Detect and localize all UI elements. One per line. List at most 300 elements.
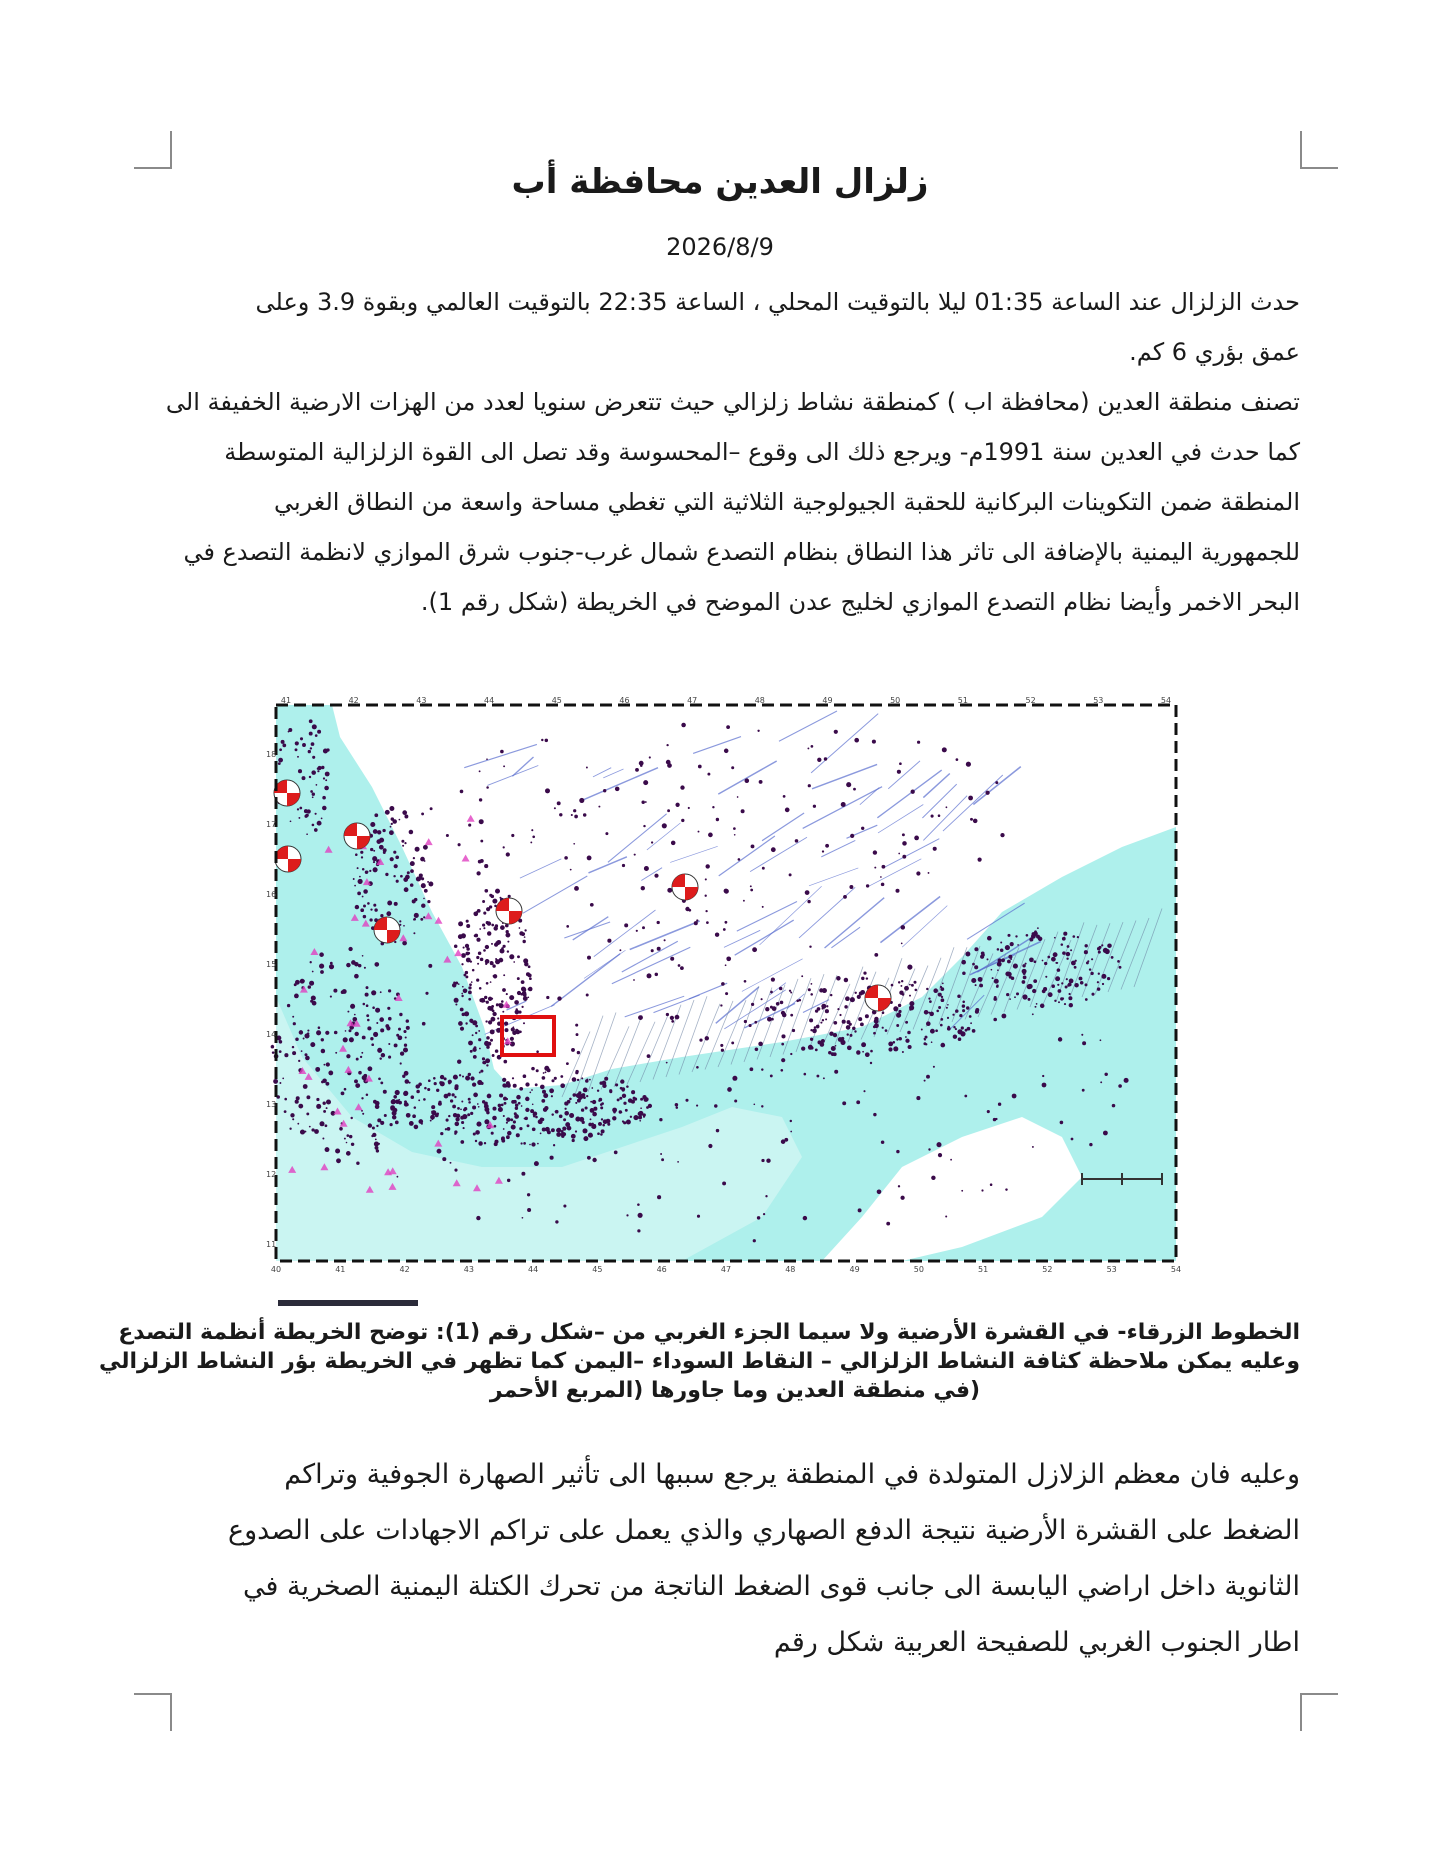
seismic-event-dot <box>599 1081 603 1085</box>
tick-label: 54 <box>1170 1265 1182 1274</box>
seismic-event-dot <box>560 1075 563 1078</box>
seismic-event-dot <box>513 1120 516 1123</box>
seismic-event-dot <box>962 1001 965 1004</box>
seismic-event-dot <box>1085 944 1088 947</box>
seismic-event-dot <box>651 841 653 843</box>
seismic-event-dot <box>492 899 497 904</box>
seismic-event-dot <box>964 1095 967 1098</box>
seismic-event-dot <box>482 1061 485 1064</box>
seismic-event-dot <box>637 1203 640 1206</box>
seismic-event-dot <box>619 1097 622 1100</box>
seismic-event-dot <box>649 756 651 758</box>
seismic-event-dot <box>1009 976 1012 979</box>
seismic-event-dot <box>975 984 977 986</box>
seismic-event-dot <box>905 1036 907 1038</box>
seismic-event-dot <box>807 747 809 749</box>
seismic-event-dot <box>996 984 998 986</box>
seismic-event-dot <box>319 964 324 969</box>
seismic-event-dot <box>581 1077 583 1079</box>
seismic-event-dot <box>1062 937 1066 941</box>
seismic-event-dot <box>1103 1131 1108 1136</box>
seismic-event-dot <box>360 1056 362 1058</box>
seismic-event-dot <box>854 1030 856 1032</box>
seismic-event-dot <box>478 1106 480 1108</box>
seismic-event-dot <box>1001 1014 1006 1019</box>
seismic-event-dot <box>374 813 378 817</box>
seismic-event-dot <box>476 978 479 981</box>
seismic-event-dot <box>947 1017 949 1019</box>
seismic-event-dot <box>542 1127 546 1131</box>
figure-caption <box>98 1318 1300 1405</box>
seismic-event-dot <box>579 1117 584 1122</box>
seismic-event-dot <box>576 1033 579 1036</box>
seismic-event-dot <box>319 731 321 733</box>
seismic-event-dot <box>477 1080 482 1085</box>
seismic-event-dot <box>406 1019 409 1022</box>
seismic-event-dot <box>402 810 407 815</box>
seismic-event-dot <box>733 827 736 830</box>
seismic-event-dot <box>659 1118 662 1121</box>
tick-label: 50 <box>890 697 901 705</box>
focal-mechanism-icon <box>374 917 400 943</box>
seismic-event-dot <box>358 1071 362 1075</box>
seismic-event-dot <box>413 932 415 934</box>
seismic-event-dot <box>1028 998 1031 1001</box>
seismic-event-dot <box>392 1111 397 1116</box>
seismic-event-dot <box>473 1055 477 1059</box>
seismic-event-dot <box>476 938 480 942</box>
seismic-event-dot <box>750 885 752 887</box>
seismic-event-dot <box>583 1136 588 1141</box>
seismic-event-dot <box>587 855 592 860</box>
seismic-event-dot <box>419 873 423 877</box>
seismic-event-dot <box>621 1111 623 1113</box>
seismic-event-dot <box>423 916 425 918</box>
seismic-event-dot <box>751 1003 754 1006</box>
seismic-event-dot <box>582 1128 587 1133</box>
seismic-event-dot <box>482 900 485 903</box>
seismic-event-dot <box>1054 937 1056 939</box>
seismic-event-dot <box>404 815 408 819</box>
seismic-event-dot <box>536 1050 539 1053</box>
seismic-event-dot <box>374 962 379 967</box>
seismic-event-dot <box>396 1176 398 1178</box>
seismic-event-dot <box>1056 962 1058 964</box>
seismic-event-dot <box>479 819 484 824</box>
seismic-event-dot <box>861 977 864 980</box>
seismic-event-dot <box>1005 1188 1007 1190</box>
seismic-event-dot <box>334 1031 338 1035</box>
seismic-event-dot <box>924 1039 926 1041</box>
seismic-event-dot <box>507 950 509 952</box>
seismic-event-dot <box>543 1093 548 1098</box>
seismic-event-dot <box>931 1176 935 1180</box>
seismic-event-dot <box>458 921 463 926</box>
seismic-event-dot <box>318 1026 321 1029</box>
seismic-event-dot <box>414 1106 417 1109</box>
seismic-event-dot <box>406 1103 409 1106</box>
seismic-event-dot <box>605 832 608 835</box>
seismic-event-dot <box>524 936 526 938</box>
seismic-event-dot <box>810 1038 813 1041</box>
seismic-event-dot <box>765 1007 769 1011</box>
seismic-event-dot <box>670 957 674 961</box>
seismic-event-dot <box>545 1071 547 1073</box>
seismic-event-dot <box>379 1057 381 1059</box>
seismic-event-dot <box>335 1052 337 1054</box>
seismic-event-dot <box>625 1109 628 1112</box>
seismic-event-dot <box>1047 956 1050 959</box>
seismic-event-dot <box>529 1092 531 1094</box>
seismic-event-dot <box>811 745 814 748</box>
seismic-event-dot <box>473 1132 476 1135</box>
seismic-event-dot <box>850 1034 853 1037</box>
seismic-event-dot <box>496 1004 499 1007</box>
seismic-event-dot <box>820 1022 822 1024</box>
seismic-event-dot <box>576 1093 581 1098</box>
seismic-event-dot <box>532 1127 536 1131</box>
seismic-event-dot <box>330 996 332 998</box>
seismic-event-dot <box>544 1066 549 1071</box>
seismic-event-dot <box>346 1054 350 1058</box>
seismic-event-dot <box>564 856 568 860</box>
seismic-event-dot <box>638 1111 643 1116</box>
seismic-event-dot <box>400 1051 404 1055</box>
seismic-event-dot <box>549 1088 554 1093</box>
seismic-event-dot <box>490 1029 495 1034</box>
seismic-event-dot <box>1040 1004 1045 1009</box>
seismic-event-dot <box>586 994 589 997</box>
seismic-event-dot <box>586 1095 588 1097</box>
seismic-event-dot <box>1101 974 1106 979</box>
seismic-event-dot <box>1101 944 1103 946</box>
seismic-event-dot <box>448 1115 450 1117</box>
seismic-event-dot <box>287 1004 290 1007</box>
seismic-event-dot <box>379 845 384 850</box>
seismic-event-dot <box>273 1079 278 1084</box>
seismic-event-dot <box>591 1126 593 1128</box>
seismic-event-dot <box>974 965 978 969</box>
seismic-event-dot <box>389 806 394 811</box>
seismic-event-dot <box>505 933 510 938</box>
seismic-event-dot <box>462 986 464 988</box>
seismic-event-dot <box>427 1088 430 1091</box>
seismic-event-dot <box>1100 1081 1102 1083</box>
seismic-event-dot <box>485 1058 490 1063</box>
seismic-event-dot <box>924 1080 926 1082</box>
seismic-event-dot <box>968 796 973 801</box>
seismic-event-dot <box>514 1000 519 1005</box>
seismic-event-dot <box>503 765 505 767</box>
seismic-event-dot <box>617 1098 620 1101</box>
seismic-event-dot <box>909 984 911 986</box>
seismic-event-dot <box>1111 956 1114 959</box>
seismic-event-dot <box>583 1088 588 1093</box>
seismic-event-dot <box>534 1161 539 1166</box>
seismic-event-dot <box>427 900 430 903</box>
seismic-event-dot <box>807 900 810 903</box>
seismic-event-dot <box>468 1073 471 1076</box>
seismic-event-dot <box>930 1029 935 1034</box>
seismic-event-dot <box>901 943 903 945</box>
seismic-event-dot <box>476 871 480 875</box>
seismic-event-dot <box>822 850 824 852</box>
seismic-event-dot <box>279 1050 282 1053</box>
seismic-event-dot <box>315 1067 320 1072</box>
seismic-event-dot <box>524 962 528 966</box>
seismic-event-dot <box>518 1011 521 1014</box>
seismic-event-dot <box>981 1189 983 1191</box>
seismic-event-dot <box>367 1026 371 1030</box>
seismic-event-dot <box>367 1019 370 1022</box>
seismic-event-dot <box>374 908 377 911</box>
seismic-event-dot <box>550 1156 554 1160</box>
seismic-event-dot <box>312 724 317 729</box>
seismic-event-dot <box>956 758 959 761</box>
seismic-event-dot <box>1069 993 1071 995</box>
seismic-event-dot <box>575 1102 577 1104</box>
seismic-event-dot <box>1007 960 1011 964</box>
seismic-event-dot <box>810 1046 813 1049</box>
seismic-event-dot <box>850 834 854 838</box>
seismic-event-dot <box>1042 960 1044 962</box>
seismic-event-dot <box>1034 960 1037 963</box>
seismic-event-dot <box>366 1094 369 1097</box>
seismic-event-dot <box>501 1104 504 1107</box>
seismic-event-dot <box>479 1072 481 1074</box>
seismic-event-dot <box>577 1051 580 1054</box>
seismic-event-dot <box>657 1195 661 1199</box>
paragraph-line: كما حدث في العدين سنة 1991م- ويرجع ذلك الى وقوع –المحسوسة وقد تصل الى القوة الزلزالية المتوسطة <box>224 438 1300 466</box>
seismic-event-dot <box>541 1099 545 1103</box>
seismic-event-dot <box>369 870 371 872</box>
seismic-event-dot <box>495 889 500 894</box>
seismic-event-dot <box>579 798 584 803</box>
seismic-event-dot <box>522 934 524 936</box>
seismic-event-dot <box>857 995 861 999</box>
seismic-event-dot <box>279 1082 281 1084</box>
seismic-event-dot <box>1107 943 1112 948</box>
seismic-event-dot <box>724 749 729 754</box>
seismic-event-dot <box>381 1053 385 1057</box>
seismic-event-dot <box>680 785 684 789</box>
seismic-event-dot <box>957 995 961 999</box>
seismic-event-dot <box>898 1185 900 1187</box>
seismic-event-dot <box>557 1128 559 1130</box>
seismic-event-dot <box>491 943 493 945</box>
seismic-event-dot <box>900 1196 904 1200</box>
seismic-event-dot <box>485 945 489 949</box>
seismic-event-dot <box>304 1033 309 1038</box>
seismic-event-dot <box>763 1213 765 1215</box>
seismic-event-dot <box>957 1029 962 1034</box>
seismic-event-dot <box>936 1010 939 1013</box>
seismic-event-dot <box>1066 958 1068 960</box>
seismic-event-dot <box>971 978 976 983</box>
seismic-event-dot <box>421 812 424 815</box>
seismic-event-dot <box>404 1100 407 1103</box>
seismic-event-dot <box>551 1128 555 1132</box>
seismic-event-dot <box>882 865 886 869</box>
seismic-event-dot <box>781 1034 785 1038</box>
seismic-event-dot <box>928 1012 930 1014</box>
seismic-event-dot <box>891 984 894 987</box>
seismic-event-dot <box>456 1114 460 1118</box>
seismic-event-dot <box>753 1103 755 1105</box>
seismic-event-dot <box>641 886 645 890</box>
seismic-event-dot <box>284 1110 287 1113</box>
seismic-event-dot <box>780 1069 783 1072</box>
seismic-event-dot <box>380 914 383 917</box>
seismic-event-dot <box>367 902 370 905</box>
seismic-event-dot <box>598 806 600 808</box>
seismic-event-dot <box>458 1021 463 1026</box>
seismic-event-dot <box>583 813 586 816</box>
seismic-event-dot <box>620 1087 623 1090</box>
seismic-event-dot <box>292 1118 294 1120</box>
seismic-event-dot <box>675 1103 679 1107</box>
seismic-event-dot <box>725 992 728 995</box>
seismic-event-dot <box>363 889 368 894</box>
seismic-event-dot <box>495 924 498 927</box>
seismic-event-dot <box>1058 989 1062 993</box>
paragraph-line: عمق بؤري 6 كم. <box>1129 338 1300 366</box>
seismic-event-dot <box>811 983 813 985</box>
seismic-event-dot <box>587 956 591 960</box>
seismic-event-dot <box>573 843 575 845</box>
seismic-event-dot <box>482 924 485 927</box>
seismic-event-dot <box>356 1161 359 1164</box>
seismic-event-dot <box>357 867 359 869</box>
seismic-event-dot <box>1119 966 1122 969</box>
seismic-event-dot <box>898 1037 902 1041</box>
seismic-event-dot <box>1070 949 1072 951</box>
report-date: 2026/8/9 <box>666 233 774 261</box>
seismic-event-dot <box>1037 927 1039 929</box>
seismic-event-dot <box>390 826 392 828</box>
seismic-event-dot <box>519 1127 522 1130</box>
seismic-event-dot <box>302 743 306 747</box>
seismic-event-dot <box>491 1132 494 1135</box>
seismic-event-dot <box>403 925 405 927</box>
seismic-event-dot <box>404 1044 407 1047</box>
seismic-event-dot <box>1075 960 1077 962</box>
seismic-event-dot <box>325 772 330 777</box>
seismic-event-dot <box>405 875 410 880</box>
seismic-event-dot <box>344 1088 347 1091</box>
seismic-event-dot <box>487 1094 492 1099</box>
seismic-event-dot <box>407 871 410 874</box>
seismic-event-dot <box>779 987 783 991</box>
seismic-event-dot <box>639 1120 641 1122</box>
seismic-event-dot <box>881 883 885 887</box>
seismic-event-dot <box>1017 944 1019 946</box>
seismic-event-dot <box>803 1216 807 1220</box>
seismic-event-dot <box>395 1121 399 1125</box>
paragraph-line: حدث الزلزال عند الساعة 01:35 ليلا بالتوقيت المحلي ، الساعة 22:35 بالتوقيت العالمي وبقوة 3.9 وعلى <box>255 288 1300 316</box>
seismic-event-dot <box>898 1010 901 1013</box>
seismic-event-dot <box>479 987 482 990</box>
seismic-event-dot <box>882 1011 885 1014</box>
seismic-event-dot <box>569 1098 572 1101</box>
seismic-event-dot <box>553 1144 555 1146</box>
seismic-event-dot <box>833 1021 837 1025</box>
seismic-event-dot <box>590 1108 595 1113</box>
figure-source-label <box>278 1300 418 1306</box>
seismic-event-dot <box>467 1113 470 1116</box>
seismic-event-dot <box>486 907 490 911</box>
seismic-event-dot <box>998 958 1002 962</box>
seismic-event-dot <box>463 947 465 949</box>
seismic-event-dot <box>1051 957 1056 962</box>
seismic-event-dot <box>909 1005 914 1010</box>
paragraph-line: اطار الجنوب الغربي للصفيحة العربية شكل رقم <box>773 1627 1300 1658</box>
seismic-event-dot <box>483 949 486 952</box>
seismic-event-dot <box>361 1097 363 1099</box>
seismic-event-dot <box>849 885 853 889</box>
seismic-event-dot <box>363 1003 366 1006</box>
seismic-event-dot <box>790 1014 793 1017</box>
seismic-event-dot <box>476 1216 480 1220</box>
seismic-event-dot <box>696 1105 698 1107</box>
seismic-event-dot <box>530 1109 534 1113</box>
seismic-event-dot <box>633 1115 638 1120</box>
seismic-event-dot <box>902 841 907 846</box>
seismic-event-dot <box>363 905 366 908</box>
seismic-event-dot <box>966 762 971 767</box>
seismic-event-dot <box>523 1142 526 1145</box>
seismic-event-dot <box>322 806 327 811</box>
seismic-event-dot <box>373 867 378 872</box>
seismic-event-dot <box>307 809 311 813</box>
seismic-event-dot <box>479 770 481 772</box>
seismic-event-dot <box>940 1043 945 1048</box>
seismic-event-dot <box>483 912 486 915</box>
seismic-event-dot <box>476 1122 481 1127</box>
seismic-event-dot <box>460 1008 464 1012</box>
seismic-event-dot <box>776 1002 780 1006</box>
seismic-event-dot <box>911 790 915 794</box>
seismic-event-dot <box>590 903 594 907</box>
seismic-event-dot <box>490 981 492 983</box>
seismic-event-dot <box>468 986 471 989</box>
tick-label: 14 <box>266 1030 277 1039</box>
seismic-event-dot <box>572 1077 577 1082</box>
seismic-event-dot <box>926 1021 931 1026</box>
seismic-event-dot <box>292 1051 296 1055</box>
tick-label: 47 <box>720 1265 732 1274</box>
seismic-event-dot <box>847 1045 852 1050</box>
seismic-event-dot <box>465 975 468 978</box>
seismic-event-dot <box>1072 935 1075 938</box>
seismic-event-dot <box>902 833 905 836</box>
seismic-event-dot <box>378 1077 381 1080</box>
seismic-event-dot <box>326 1107 328 1109</box>
seismic-event-dot <box>938 814 941 817</box>
seismic-event-dot <box>457 1107 460 1110</box>
seismic-event-dot <box>516 1030 521 1035</box>
seismic-event-dot <box>484 1041 489 1046</box>
seismic-event-dot <box>885 1029 888 1032</box>
seismic-event-dot <box>461 1121 464 1124</box>
seismic-event-dot <box>647 973 652 978</box>
seismic-event-dot <box>498 1104 502 1108</box>
seismic-event-dot <box>987 958 989 960</box>
seismic-event-dot <box>424 889 428 893</box>
seismic-event-dot <box>354 974 359 979</box>
seismic-event-dot <box>316 784 318 786</box>
seismic-event-dot <box>414 913 419 918</box>
